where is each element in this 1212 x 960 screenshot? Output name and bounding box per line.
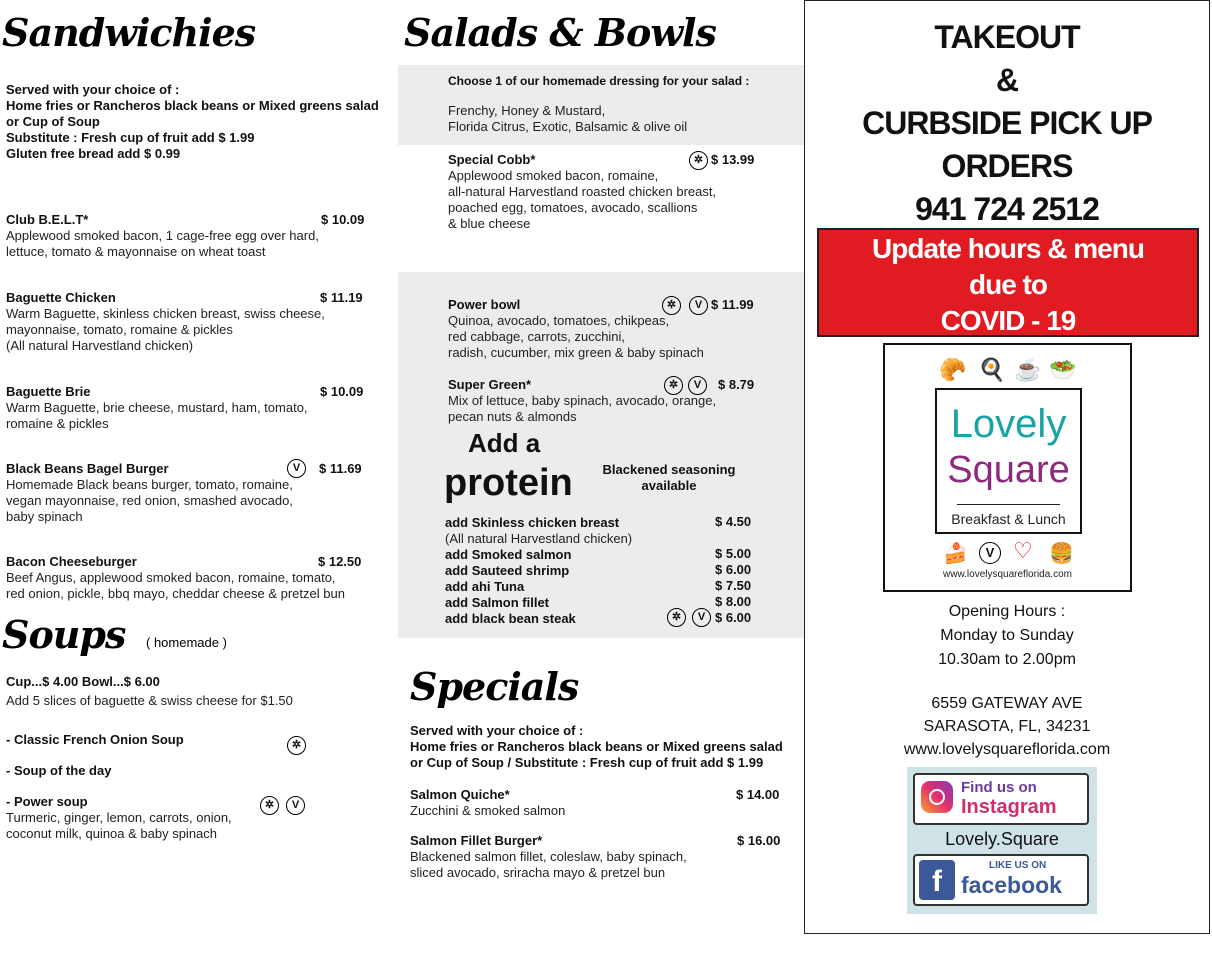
vegan-icon: V	[689, 296, 708, 315]
instagram-button[interactable]: Find us on Instagram	[913, 773, 1089, 825]
menu-item-baguette-brie: Baguette Brie $ 10.09 Warm Baguette, brie cheese, mustard, ham, tomato, romaine & pickles	[6, 384, 364, 431]
blackened-note: Blackened seasoning available	[602, 462, 736, 493]
cake-icon: 🍰	[943, 543, 968, 565]
takeout-heading: TAKEOUT & CURBSIDE PICK UP ORDERS 941 724 2512	[806, 16, 1208, 231]
logo-square: Square	[947, 449, 1070, 491]
website-link[interactable]: www.lovelysquareflorida.com	[903, 741, 1111, 758]
salad-bowl-icon: 🥗	[1049, 357, 1077, 382]
menu-item-power-bowl: Power bowl ✲ V $ 11.99 Quinoa, avocado, tomatoes, chikpeas, red cabbage, carrots, zucchini, radish, cucumber, mix green & baby spinach	[448, 297, 754, 360]
protein-heading-line2: protein	[444, 462, 573, 504]
address: 6559 GATEWAY AVE SARASOTA, FL, 34231 www.lovelysquareflorida.com	[806, 692, 1208, 761]
vegan-icon: V	[688, 376, 707, 395]
soups-title: Soups	[2, 612, 126, 657]
vegan-icon: V	[286, 796, 305, 815]
gluten-free-icon: ✲	[667, 608, 686, 627]
menu-item-black-beans-burger: Black Beans Bagel Burger V $ 11.69 Homemade Black beans burger, tomato, romaine, vegan mayonnaise, red onion, smashed avocado, baby spinach	[6, 461, 362, 524]
gluten-free-icon: ✲	[689, 151, 708, 170]
coffee-cup-icon: ☕	[1014, 357, 1042, 382]
gluten-free-icon: ✲	[664, 376, 683, 395]
menu-item-club-belt: Club B.E.L.T* $ 10.09 Applewood smoked bacon, 1 cage-free egg over hard, lettuce, tomato & mayonnaise on wheat toast	[6, 212, 365, 259]
covid-banner: Update hours & menu due to COVID - 19	[817, 228, 1199, 337]
dressing-box: Choose 1 of our homemade dressing for your salad : Frenchy, Honey & Mustard, Florida Citrus, Exotic, Balsamic & olive oil	[398, 65, 804, 145]
gluten-free-icon: ✲	[662, 296, 681, 315]
facebook-icon: f	[919, 860, 955, 900]
soup-item-french-onion: - Classic French Onion Soup	[6, 732, 184, 747]
soups-cup-bowl-price: Cup...$ 4.00 Bowl...$ 6.00	[6, 674, 160, 689]
protein-heading-line1: Add a	[468, 428, 541, 458]
vegan-icon: V	[287, 459, 306, 478]
gluten-free-icon: ✲	[287, 736, 306, 755]
menu-item-bacon-cheeseburger: Bacon Cheeseburger $ 12.50 Beef Angus, applewood smoked bacon, romaine, tomato, red onion, pickle, bbq mayo, cheddar cheese & pretzel bun	[6, 554, 362, 601]
logo-frame	[883, 343, 1132, 592]
logo-tagline: Breakfast & Lunch	[951, 511, 1066, 527]
sandwiches-title: Sandwichies	[2, 10, 256, 55]
menu-item-salmon-quiche: Salmon Quiche* $ 14.00 Zucchini & smoked salmon	[410, 787, 780, 818]
vegan-icon: V	[979, 542, 1001, 564]
burger-icon: 🍔	[1049, 543, 1074, 565]
logo-url: www.lovelysquareflorida.com	[943, 569, 1072, 580]
soups-addon: Add 5 slices of baguette & swiss cheese for $1.50	[6, 693, 293, 708]
protein-list: add Skinless chicken breast $ 4.50 (All natural Harvestland chicken) add Smoked salmon $ 5.00 add Sauteed shrimp $ 6.00 add ahi Tuna $ 7.50 add Salmon fillet $ 8.00 add black bean steak ✲ V $ 6.00	[445, 514, 752, 626]
opening-hours: Opening Hours : Monday to Sunday 10.30am to 2.00pm	[938, 603, 1076, 668]
egg-plate-icon: 🍳	[978, 357, 1006, 382]
logo-lovely: Lovely	[950, 402, 1067, 446]
soup-item-soup-of-the-day: - Soup of the day	[6, 763, 112, 778]
soups-note: ( homemade )	[146, 635, 227, 650]
phone-number: 941 724 2512	[915, 191, 1099, 227]
instagram-handle: Lovely.Square	[945, 829, 1059, 849]
salads-title: Salads & Bowls	[404, 10, 716, 55]
social-panel	[907, 767, 1097, 914]
logo-inner-box	[935, 388, 1082, 534]
soup-item-power-soup: - Power soup ✲ V Turmeric, ginger, lemon, carrots, onion, coconut milk, quinoa & baby spinach	[6, 794, 326, 842]
heart-icon: ♡	[1013, 538, 1033, 563]
menu-item-super-green: Super Green* ✲ V $ 8.79 Mix of lettuce, baby spinach, avocado, orange, pecan nuts & almonds	[448, 377, 755, 424]
facebook-button[interactable]: f LIKE US ON facebook	[913, 854, 1089, 906]
logo-divider	[957, 504, 1060, 505]
specials-intro: Served with your choice of : Home fries or Rancheros black beans or Mixed greens salad or Cup of Soup / Substitute : Fresh cup of fruit add $ 1.99	[410, 723, 783, 770]
instagram-icon	[921, 781, 953, 813]
croissant-icon: 🥐	[939, 357, 967, 382]
gluten-free-icon: ✲	[260, 796, 279, 815]
menu-item-salmon-fillet-burger: Salmon Fillet Burger* $ 16.00 Blackened salmon fillet, coleslaw, baby spinach, sliced avocado, sriracha mayo & pretzel bun	[410, 833, 781, 880]
specials-title: Specials	[410, 664, 579, 709]
menu-item-baguette-chicken: Baguette Chicken $ 11.19 Warm Baguette, skinless chicken breast, swiss cheese, mayonnaise, tomato, romaine & pickles (All natural Harvestland chicken)	[6, 290, 363, 353]
vegan-icon: V	[692, 608, 711, 627]
menu-item-special-cobb: Special Cobb* ✲ $ 13.99 Applewood smoked bacon, romaine, all-natural Harvestland roasted chicken breast, poached egg, tomatoes, avocado, scallions & blue cheese	[448, 152, 755, 231]
sandwiches-intro: Served with your choice of : Home fries or Rancheros black beans or Mixed greens salad or Cup of Soup Substitute : Fresh cup of fruit add $ 1.99 Gluten free bread add $ 0.99	[6, 82, 379, 161]
